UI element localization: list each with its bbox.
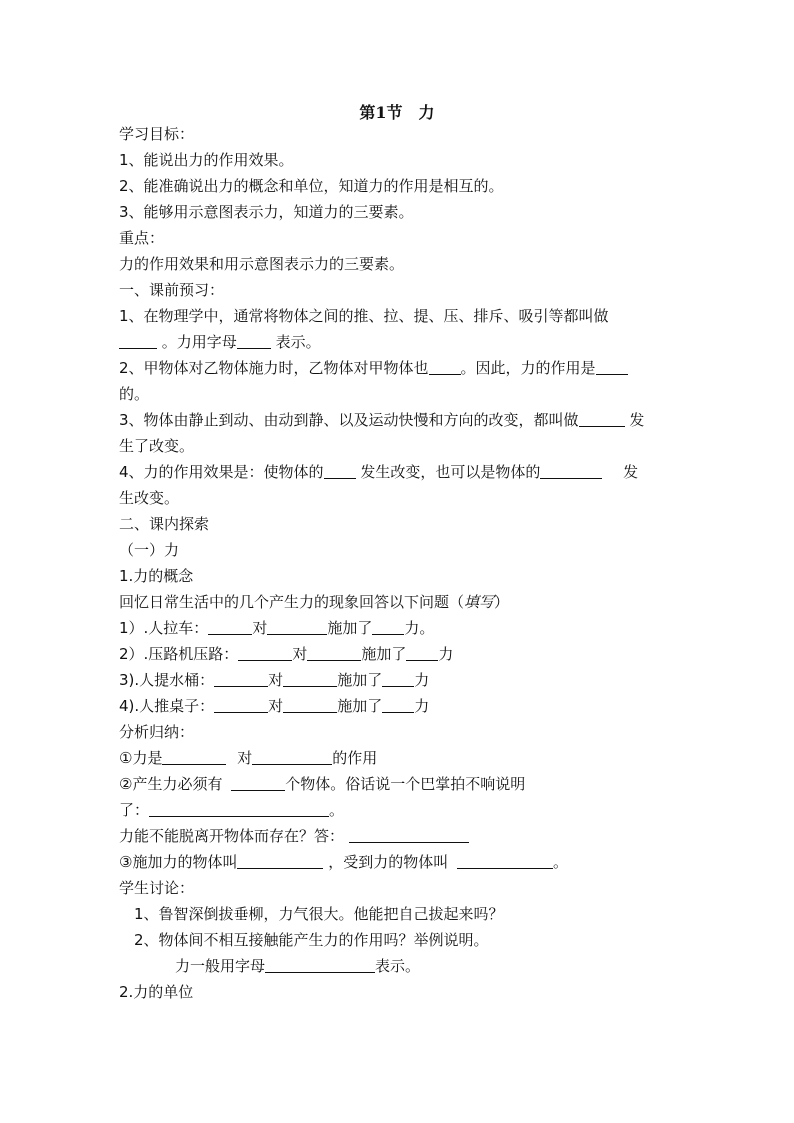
blank[interactable] xyxy=(267,619,327,635)
discussion-heading: 学生讨论： xyxy=(119,879,195,897)
answer-blank[interactable] xyxy=(349,827,469,843)
preview-q4-line2: 生改变。 xyxy=(119,489,180,507)
text: 4).人推桌子： xyxy=(119,697,215,715)
text: 力能不能脱离开物体而存在？答： xyxy=(119,827,345,845)
recall-q4 xyxy=(119,696,429,716)
preview-q4-line1 xyxy=(119,462,638,482)
text: 的作用 xyxy=(332,749,378,767)
text: 3).人提水桶： xyxy=(119,671,215,689)
text: 2、甲物体对乙物体施力时，乙物体对甲物体也 xyxy=(119,359,429,377)
preview-q2-line2: 的。 xyxy=(119,385,150,403)
blank[interactable] xyxy=(457,853,553,869)
fill-note: 填写 xyxy=(464,593,495,611)
blank[interactable] xyxy=(149,801,329,817)
analysis-heading: 分析归纳： xyxy=(119,723,195,741)
text: 对 xyxy=(252,619,268,637)
text: 力 xyxy=(414,697,430,715)
preview-q1-line1: 1、在物理学中，通常将物体之间的推、拉、提、压、排斥、吸引等都叫做 xyxy=(119,307,609,325)
text: ，受到力的物体叫 xyxy=(328,853,449,871)
text: 2）.压路机压路： xyxy=(119,645,239,663)
text: 发 xyxy=(623,463,639,481)
blank[interactable] xyxy=(382,671,414,687)
blank[interactable] xyxy=(252,749,332,765)
text: 施加了 xyxy=(327,619,373,637)
blank[interactable] xyxy=(429,359,461,375)
blank[interactable] xyxy=(307,645,361,661)
exist-question xyxy=(119,826,469,846)
recall-q3 xyxy=(119,670,429,690)
text: 发生改变，也可以是物体的 xyxy=(360,463,541,481)
section-preview-heading: 一、课前预习： xyxy=(119,281,225,299)
discussion-q2: 2、物体间不相互接触能产生力的作用吗？举例说明。 xyxy=(134,931,489,949)
blank[interactable] xyxy=(596,359,628,375)
text: ②产生力必须有 xyxy=(119,775,223,793)
text: 对 xyxy=(292,645,308,663)
unit-heading: 2.力的单位 xyxy=(119,983,194,1001)
discussion-q1: 1、鲁智深倒拔垂柳，力气很大。他能把自己拔起来吗？ xyxy=(134,905,504,923)
text: 施加了 xyxy=(337,697,383,715)
blank[interactable] xyxy=(162,749,226,765)
symbol-line xyxy=(175,956,420,976)
blank[interactable] xyxy=(208,619,252,635)
recall-instruction xyxy=(119,592,509,612)
text: 。因此，力的作用是 xyxy=(460,359,596,377)
analysis-item-1 xyxy=(119,748,377,768)
goal-item-1: 1、能说出力的作用效果。 xyxy=(119,151,294,169)
text: 对 xyxy=(268,697,284,715)
text: 力 xyxy=(438,645,454,663)
blank[interactable] xyxy=(237,333,271,349)
text: 。 xyxy=(553,853,569,871)
blank[interactable] xyxy=(372,619,404,635)
preview-q3-line1 xyxy=(119,410,644,430)
text: 1）.人拉车： xyxy=(119,619,209,637)
blank[interactable] xyxy=(382,697,414,713)
blank[interactable] xyxy=(214,671,268,687)
analysis-item-3 xyxy=(119,852,568,872)
blank[interactable] xyxy=(265,957,375,973)
blank[interactable] xyxy=(237,853,323,869)
learning-goals-heading: 学习目标： xyxy=(119,125,195,143)
text: 施加了 xyxy=(337,671,383,689)
key-points-body: 力的作用效果和用示意图表示力的三要素。 xyxy=(119,255,405,273)
text: 了： xyxy=(119,801,150,819)
analysis-item-2-line2 xyxy=(119,800,344,820)
text: ①力是 xyxy=(119,749,163,767)
preview-q1-line2 xyxy=(119,332,321,352)
text: 3、物体由静止到动、由动到静、以及运动快慢和方向的改变，都叫做 xyxy=(119,411,579,429)
concept-heading: 1.力的概念 xyxy=(119,567,194,585)
preview-q3-line2: 生了改变。 xyxy=(119,437,195,455)
goal-item-3: 3、能够用示意图表示力，知道力的三要素。 xyxy=(119,203,414,221)
text: 表示。 xyxy=(375,957,421,975)
blank[interactable] xyxy=(231,775,285,791)
section-explore-heading: 二、课内探索 xyxy=(119,515,210,533)
blank[interactable] xyxy=(579,411,625,427)
text: 发 xyxy=(629,411,645,429)
text: 。力用字母 xyxy=(161,333,237,351)
text: 对 xyxy=(268,671,284,689)
text: 力 xyxy=(414,671,430,689)
analysis-item-2-line1 xyxy=(119,774,525,794)
text: 表示。 xyxy=(275,333,321,351)
text: 4、力的作用效果是：使物体的 xyxy=(119,463,324,481)
blank[interactable] xyxy=(540,463,602,479)
page-title: 第1节 力 xyxy=(359,103,435,122)
blank[interactable] xyxy=(214,697,268,713)
text: 个物体。俗话说一个巴掌拍不响说明 xyxy=(285,775,526,793)
text: 回忆日常生活中的几个产生力的现象回答以下问题（ xyxy=(119,593,465,611)
text: 。 xyxy=(329,801,345,819)
blank[interactable] xyxy=(324,463,356,479)
text: 力一般用字母 xyxy=(175,957,266,975)
blank[interactable] xyxy=(119,333,157,349)
blank[interactable] xyxy=(406,645,438,661)
subsection-force: （一）力 xyxy=(119,541,180,559)
goal-item-2: 2、能准确说出力的概念和单位，知道力的作用是相互的。 xyxy=(119,177,504,195)
recall-q1 xyxy=(119,618,434,638)
text: 施加了 xyxy=(361,645,407,663)
text: 对 xyxy=(237,749,253,767)
blank[interactable] xyxy=(238,645,292,661)
blank[interactable] xyxy=(283,697,337,713)
recall-q2 xyxy=(119,644,453,664)
preview-q2-line1 xyxy=(119,358,628,378)
text: ③施加力的物体叫 xyxy=(119,853,238,871)
text: ） xyxy=(494,593,510,611)
blank[interactable] xyxy=(283,671,337,687)
text: 力。 xyxy=(404,619,435,637)
key-points-heading: 重点： xyxy=(119,229,165,247)
